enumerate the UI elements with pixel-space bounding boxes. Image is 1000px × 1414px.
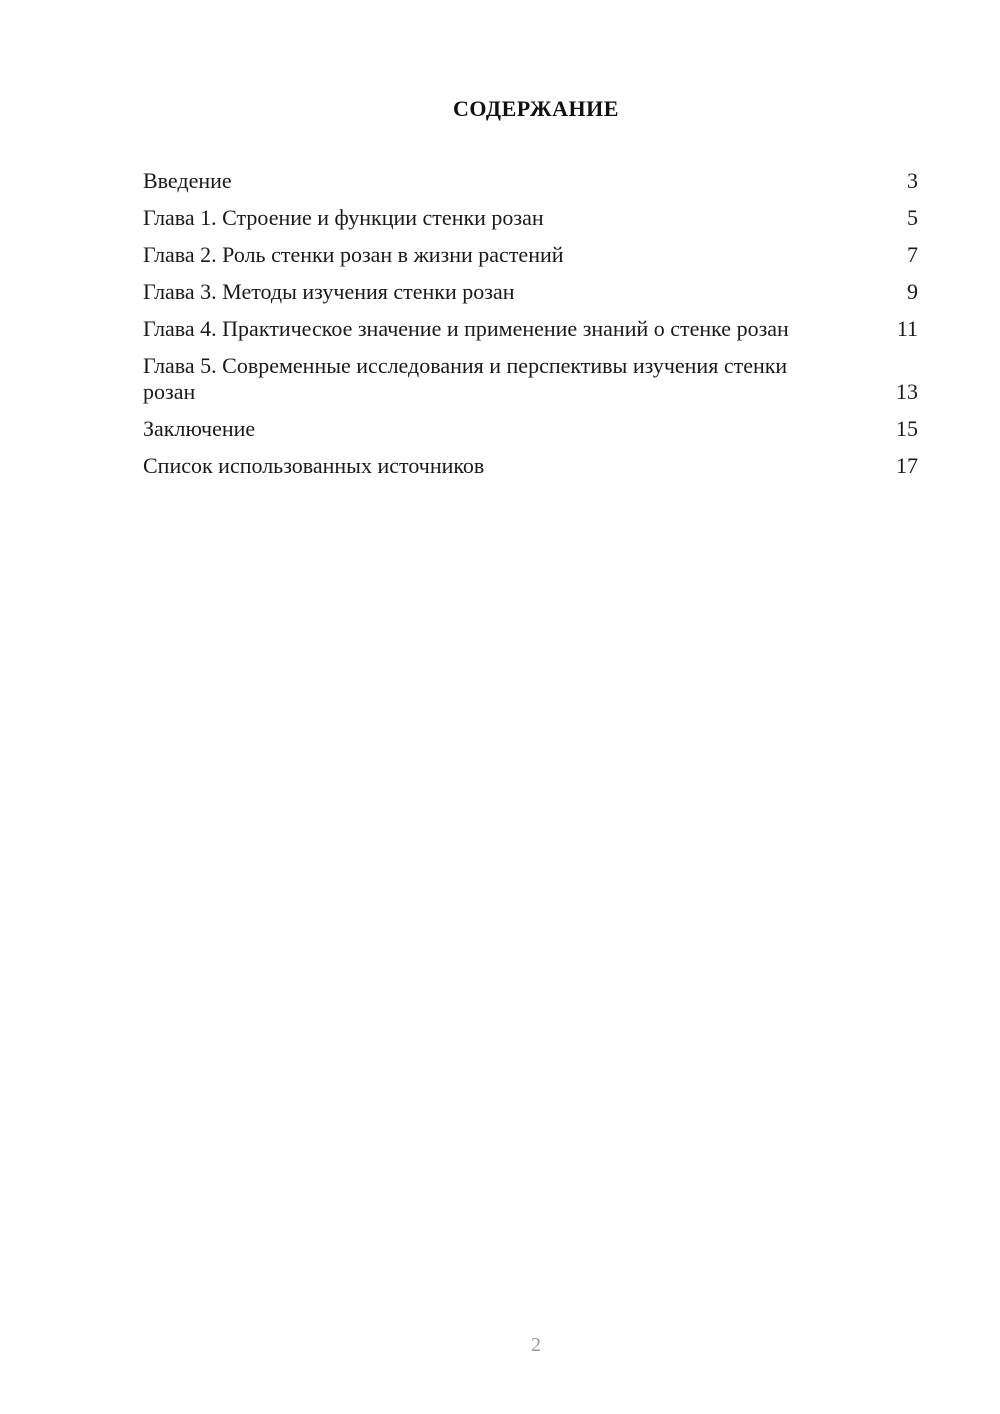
- toc-entry-page-number: 5: [907, 205, 918, 230]
- page-title: СОДЕРЖАНИЕ: [453, 96, 619, 121]
- toc-entry-references: [143, 453, 918, 479]
- toc-entry-page-number: 11: [896, 316, 918, 341]
- toc-entry-page-number: 3: [907, 168, 918, 193]
- toc-entry-introduction: [143, 168, 918, 194]
- toc-entry-conclusion: [143, 416, 918, 442]
- table-of-contents: [143, 168, 918, 490]
- toc-entry-label: Введение: [143, 168, 232, 193]
- toc-entry-page-number: 17: [896, 453, 918, 478]
- toc-entry-label: Глава 4. Практическое значение и применение знаний о стенке розан: [143, 316, 789, 341]
- toc-entry-chapter-5: [143, 353, 918, 405]
- toc-entry-label: Глава 1. Строение и функции стенки розан: [143, 205, 544, 230]
- footer-page-number: 2: [531, 1334, 541, 1356]
- toc-entry-label: Глава 5. Современные исследования и перспективы изучения стенки розан: [143, 353, 788, 404]
- toc-entry-label: Список использованных источников: [143, 453, 485, 478]
- toc-entry-page-number: 13: [896, 379, 918, 404]
- toc-entry-chapter-3: [143, 279, 918, 305]
- toc-entry-chapter-1: [143, 205, 918, 231]
- toc-entry-page-number: 9: [907, 279, 918, 304]
- toc-entry-label: Заключение: [143, 416, 256, 441]
- toc-entry-page-number: 15: [896, 416, 918, 441]
- toc-entry-label: Глава 2. Роль стенки розан в жизни растений: [143, 242, 564, 267]
- toc-entry-page-number: 7: [907, 242, 918, 267]
- toc-entry-chapter-2: [143, 242, 918, 268]
- toc-entry-label: Глава 3. Методы изучения стенки розан: [143, 279, 515, 304]
- toc-entry-chapter-4: [143, 316, 918, 342]
